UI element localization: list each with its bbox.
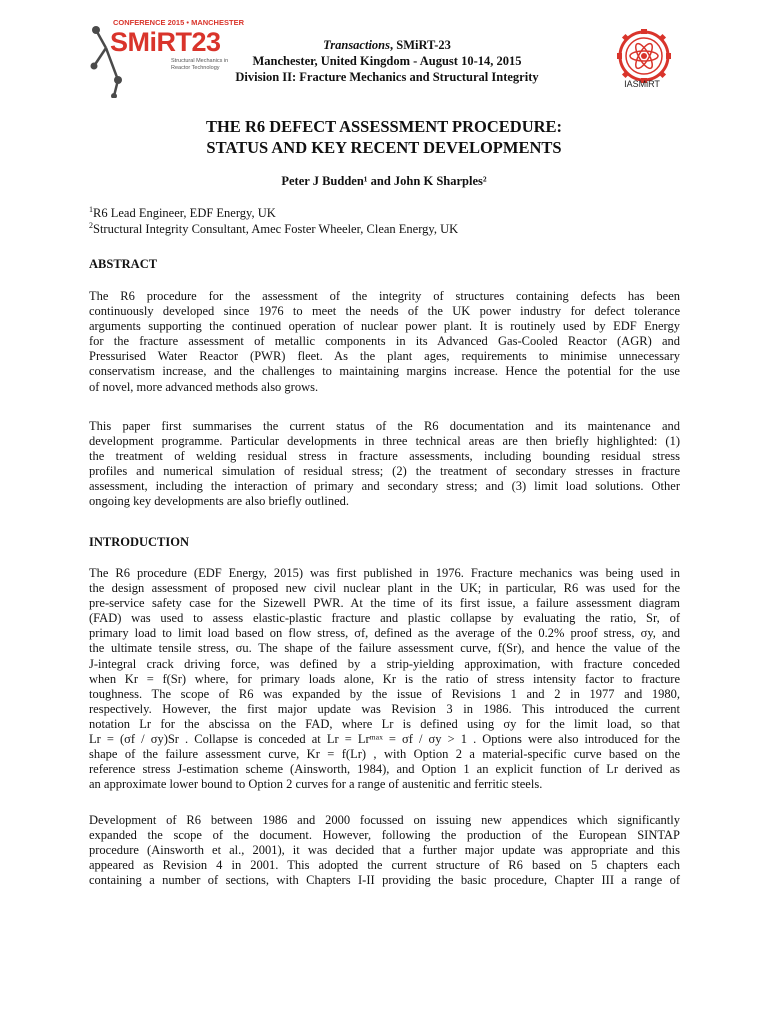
author-list: Peter J Budden¹ and John K Sharples² [281,174,487,188]
smirt23-logo [88,18,244,98]
iasmirt-label: IASMiRT [624,79,660,89]
abstract-heading: ABSTRACT [89,257,158,271]
introduction-paragraph-1: The R6 procedure (EDF Energy, 2015) was first published in 1976. Fracture mechanics was being used in the design assessment of proposed new civil nuclear plant in the UK; in particular, R6 was used for the pre-service safety case for the Sizewell PWR. At the time of its first issue, a failure assessment diagram (FAD) was used to assess elastic-plastic fracture and plastic collapse by evaluating the ratio, Sr, of primary load to limit load based on flow stress, σf, defined as the average of the 0.2% proof stress, σy, and the ultimate tensile stress, σu. The shape of the failure assessment curve, f(Sr), and hence the value of the J-integral crack driving force, was defined by a strip-yielding approximation, with fracture conceded when Kr = f(Sr) where, for primary loads alone, Kr is the ratio of stress intensity factor to fracture toughness. The scope of R6 was expanded by the issue of Revisions 1 and 2 in 1977 and 1980, respectively. However, the first major update was Revision 3 in 1986. This introduced the current notation Lr for the abscissa on the FAD, where Lr is defined using σy for the limit load, so that Lr = (σf / σy)Sr . Collapse is conceded at Lr = Lrᵐᵃˣ = σf / σy > 1 . Options were also introduced for the shape of the failure assessment curve, Kr = f(Lr) , with Option 2 a material-specific curve based on the reference stress J-estimation scheme (Ainsworth, 1984), and Option 1 an explicit function of Lr derived as an approximate lower bound to Option 2 curves for a range of austenitic and ferritic steels. [89,566,680,792]
smirt-label: , SMiRT-23 [390,38,451,52]
title-line-2: STATUS AND KEY RECENT DEVELOPMENTS [206,138,562,157]
title-line-1: THE R6 DEFECT ASSESSMENT PROCEDURE: [205,117,563,136]
conference-line: CONFERENCE 2015 • MANCHESTER [113,18,244,27]
division-label: Division II: Fracture Mechanics and Structural Integrity [235,70,539,84]
affiliation-2: $^2$Structural Integrity Consultant, Amec Foster Wheeler, Clean Energy, UK [89,221,459,237]
introduction-paragraph-2: Development of R6 between 1986 and 2000 focussed on issuing new appendices which significantly expanded the scope of the document. However, following the production of the European SINTAP procedure (Ainsworth et al., 2001), it was decided that a further major update was appropriate and this appeared as Revision 4 in 2001. This adopted the current structure of R6 based on 5 chapters each containing a number of sections, with Chapters I-II providing the basic procedure, Chapter III a range of [89,813,680,888]
page-header [0,0,768,100]
conference-info [232,37,542,85]
abstract-paragraph-1: The R6 procedure for the assessment of the integrity of structures containing defects has been continuously developed since 1976 to meet the needs of the UK power industry for defect tolerance arguments supporting the continued operation of nuclear power plant. It is routinely used by EDF Energy for the fracture assessment of metallic components in its Advanced Gas-Cooled Reactor (AGR) and Pressurised Water Reactor (PWR) fleet. As the plant ages, requirements to minimise unnecessary conservatism increase, and the challenges to maintaining margins increase. Hence the potential for the use of novel, more advanced methods also grows. [89,289,680,394]
affiliation-1: $^1$R6 Lead Engineer, EDF Energy, UK [89,205,276,221]
smirt-logo-word: SMiRT23 [110,27,221,57]
abstract-paragraph-2: This paper first summarises the current status of the R6 documentation and its maintenance and development programme. Particular developments in three technical areas are then briefly highlighted: (1) the treatment of welding residual stress in fracture assessments, including bounding residual stress profiles and numerical simulation of residual stress; (2) the treatment of secondary stresses in fracture assessment, including the interaction of primary and secondary stress; and (3) limit load solutions. Other ongoing key developments are also briefly outlined. [89,419,680,509]
paper-title [100,116,668,158]
transactions-label: Transactions [323,38,390,52]
location-date: Manchester, United Kingdom - August 10-14, 2015 [252,54,522,68]
introduction-heading: INTRODUCTION [89,535,190,549]
smirt-logo-subtitle: Structural Mechanics in Reactor Technology [171,58,229,71]
